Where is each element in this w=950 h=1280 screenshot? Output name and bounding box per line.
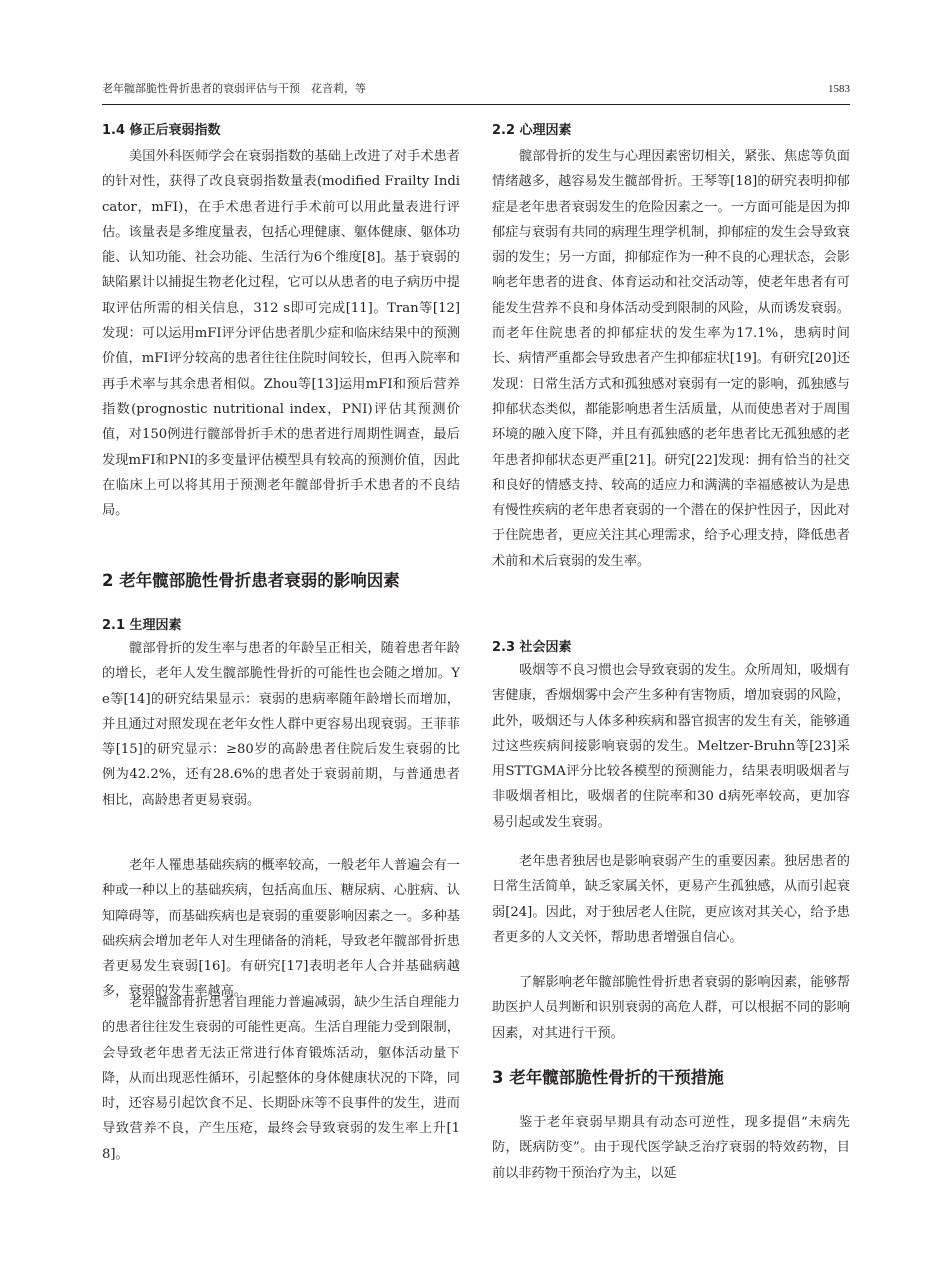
section-2-3-heading: 2.3 社会因素 xyxy=(492,640,572,655)
section-2-3-paragraph-2: 老年患者独居也是影响衰弱产生的重要因素。独居患者的日常生活简单，缺乏家属关怀，更易产生孤独感，从而引起衰弱[24]。因此，对于独居老人住院，更应该对其关心，给予患者更多的人文关怀，帮助患者增强自信心。 xyxy=(492,854,850,945)
section-2-heading: 2 老年髋部脆性骨折患者衰弱的影响因素 xyxy=(102,571,400,590)
section-3-paragraph: 鉴于老年衰弱早期具有动态可逆性，现多提倡“未病先防，既病防变”。由于现代医学缺乏治疗衰弱的特效药物，目前以非药物干预治疗为主，以延 xyxy=(492,1115,850,1181)
header-rule xyxy=(102,104,850,105)
section-2-1-heading: 2.1 生理因素 xyxy=(102,618,182,633)
section-1-4-heading: 1.4 修正后衰弱指数 xyxy=(102,123,221,138)
section-2-1-paragraph-2: 老年人罹患基础疾病的概率较高，一般老年人普遍会有一种或一种以上的基础疾病，包括高血压、糖尿病、心脏病、认知障碍等，而基础疾病也是衰弱的重要影响因素之一。多种基础疾病会增加老年人对生理储备的消耗，导致老年髋部骨折患者更易发生衰弱[16]。有研究[17]表明老年人合并基础病越多，衰弱的发生率越高。 xyxy=(102,858,460,1000)
section-3-heading: 3 老年髋部脆性骨折的干预措施 xyxy=(492,1068,724,1087)
section-1-4-paragraph: 美国外科医师学会在衰弱指数的基础上改进了对手术患者的针对性，获得了改良衰弱指数量表(modified Frailty Indicator，mFI)，在手术患者进行手术前可以用此量表进行评估。该量表是多维度量表，包括心理健康、躯体健康、躯体功能、认知功能、社会功能、生活行为6个维度[8]。基于衰弱的缺陷累计以捕捉生物老化过程，它可以从患者的电子病历中提取评估所需的相关信息，312 s即可完成[11]。Tran等[12]发现：可以运用mFI评分评估患者肌少症和临床结果中的预测价值，mFI评分较高的患者往往住院时间较长，但再入院率和再手术率与其余患者相似。Zhou等[13]运用mFI和预后营养指数(prognostic nutritional index，PNI)评估其预测价值，对150例进行髋部骨折手术的患者进行周期性调查，最后发现mFI和PNI的多变量评估模型具有较高的预测价值，因此在临床上可以将其用于预测老年髋部骨折手术患者的不良结局。 xyxy=(102,149,460,519)
section-2-1-paragraph-3: 老年髋部骨折患者自理能力普遍减弱，缺少生活自理能力的患者往往发生衰弱的可能性更高。生活自理能力受到限制，会导致老年患者无法正常进行体育锻炼活动，躯体活动量下降，从而出现恶性循环，引起整体的身体健康状况的下降，同时，还容易引起饮食不足、长期卧床等不良事件的发生，进而导致营养不良，产生压疮，最终会导致衰弱的发生率上升[18]。 xyxy=(102,995,460,1162)
section-2-3-paragraph-3: 了解影响老年髋部脆性骨折患者衰弱的影响因素，能够帮助医护人员判断和识别衰弱的高危人群，可以根据不同的影响因素，对其进行干预。 xyxy=(492,975,850,1041)
section-2-2-paragraph: 髋部骨折的发生与心理因素密切相关，紧张、焦虑等负面情绪越多，越容易发生髋部骨折。王琴等[18]的研究表明抑郁症是老年患者衰弱发生的危险因素之一。一方面可能是因为抑郁症与衰弱有共同的病理生理学机制，抑郁症的发生会导致衰弱的发生；另一方面，抑郁症作为一种不良的心理状态，会影响老年患者的进食、体育运动和社交活动等，使老年患者有可能发生营养不良和身体活动受到限制的风险，从而诱发衰弱。而老年住院患者的抑郁症状的发生率为17.1%，患病时间长、病情严重都会导致患者产生抑郁症状[19]。有研究[20]还发现：日常生活方式和孤独感对衰弱有一定的影响，孤独感与抑郁状态类似，都能影响患者生活质量，从而使患者对于周围环境的融入度下降，并且有孤独感的老年患者比无孤独感的老年患者抑郁状态更严重[21]。研究[22]发现：拥有恰当的社交和良好的情感支持、较高的适应力和满满的幸福感被认为是患有慢性疾病的老年患者衰弱的一个潜在的保护性因子，因此对于住院患者，更应关注其心理需求，给予心理支持，降低患者术前和术后衰弱的发生率。 xyxy=(492,149,850,569)
section-2-3-paragraph-1: 吸烟等不良习惯也会导致衰弱的发生。众所周知，吸烟有害健康，香烟烟雾中会产生多种有害物质，增加衰弱的风险，此外，吸烟还与人体多种疾病和器官损害的发生有关，能够通过这些疾病间接影响衰弱的发生。Meltzer-Bruhn等[23]采用STTGMA评分比较各模型的预测能力，结果表明吸烟者与非吸烟者相比，吸烟者的住院率和30 d病死率较高，更加容易引起或发生衰弱。 xyxy=(492,663,850,830)
section-2-1-paragraph-1: 髋部骨折的发生率与患者的年龄呈正相关，随着患者年龄的增长，老年人发生髋部脆性骨折的可能性也会随之增加。Ye等[14]的研究结果显示：衰弱的患病率随年龄增长而增加，并且通过对照发现在老年女性人群中更容易出现衰弱。王菲菲等[15]的研究显示：≥80岁的高龄患者住院后发生衰弱的比例为42.2%，还有28.6%的患者处于衰弱前期，与普通患者相比，高龄患者更易衰弱。 xyxy=(102,641,460,808)
running-header xyxy=(102,80,850,98)
running-title: 老年髋部脆性骨折患者的衰弱评估与干预 花音莉，等 xyxy=(102,82,366,95)
section-2-2-heading: 2.2 心理因素 xyxy=(492,123,572,138)
page-number: 1583 xyxy=(828,83,850,95)
